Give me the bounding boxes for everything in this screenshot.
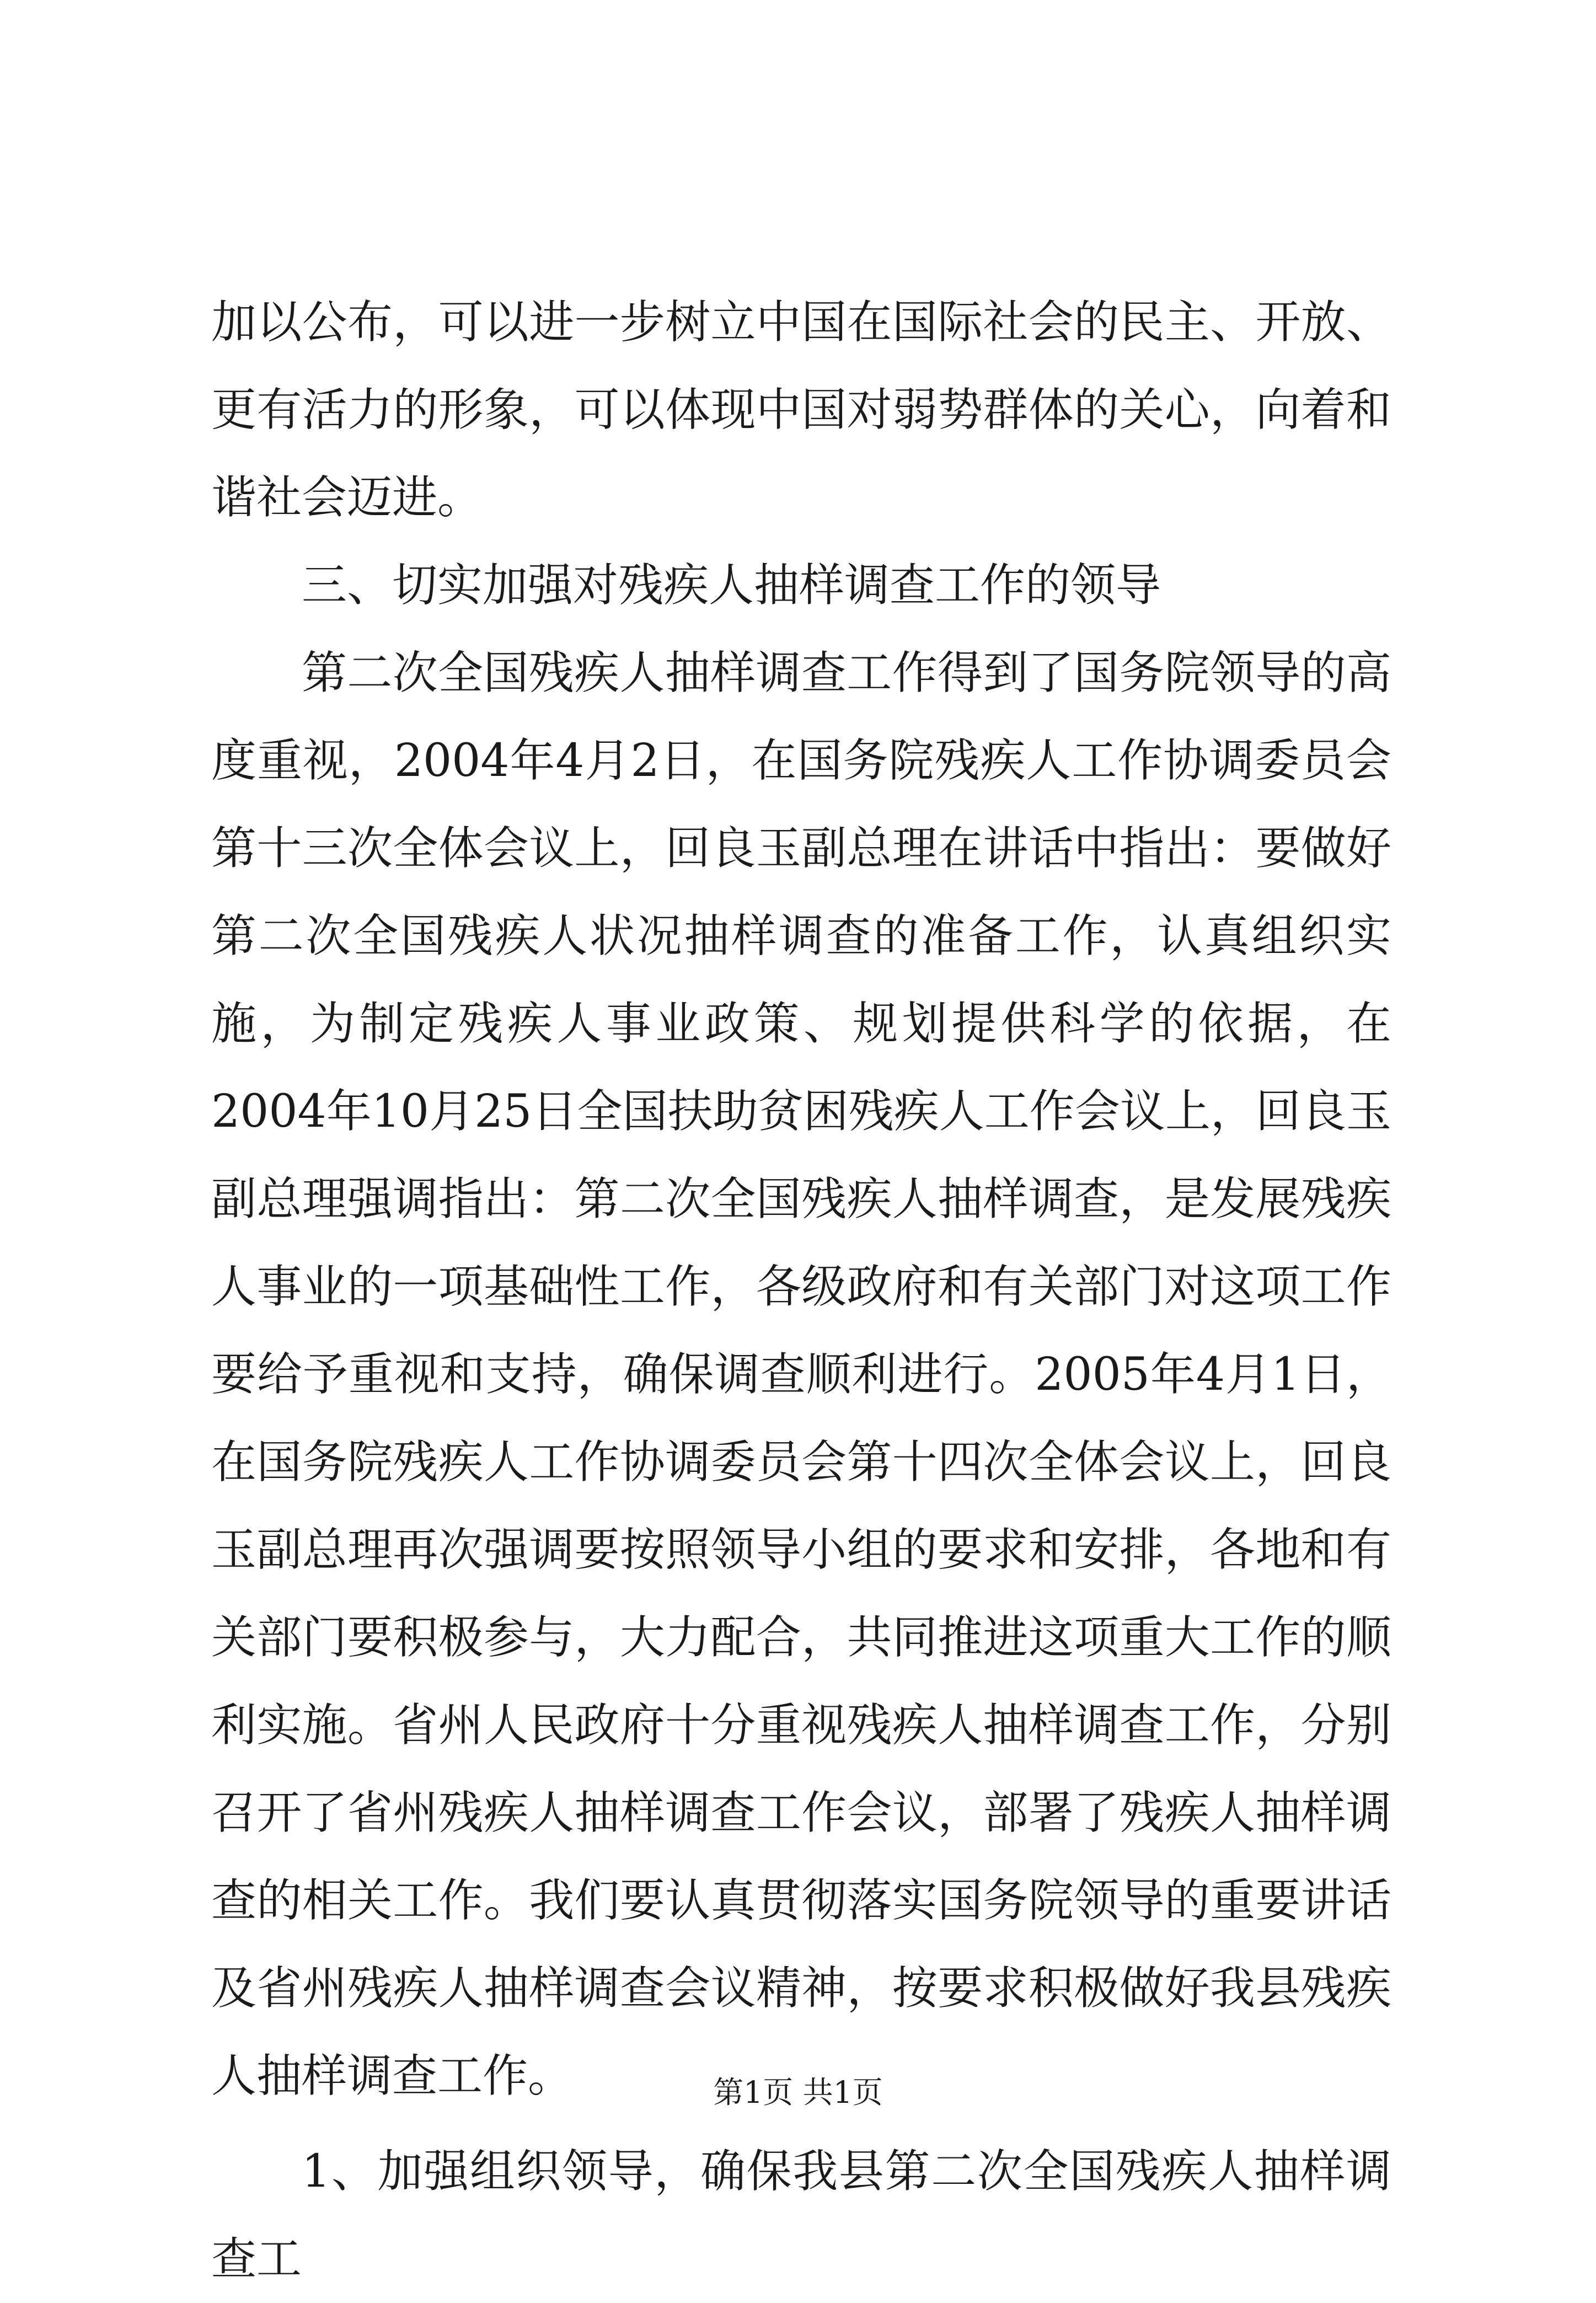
paragraph-3: 第二次全国残疾人抽样调查工作得到了国务院领导的高度重视，2004年4月2日，在国务院残疾人工作协调委员会第十三次全体会议上，回良玉副总理在讲话中指出：要做好第二次全国残疾人状况抽样调查的准备工作，认真组织实施，为制定残疾人事业政策、规划提供科学的依据，在2004年10月25日全国扶助贫困残疾人工作会议上，回良玉副总理强调指出：第二次全国残疾人抽样调查，是发展残疾人事业的一项基础性工作，各级政府和有关部门对这项工作要给予重视和支持，确保调查顺利进行。2005年4月1日，在国务院残疾人工作协调委员会第十四次全体会议上，回良玉副总理再次强调要按照领导小组的要求和安排，各地和有关部门要积极参与，大力配合，共同推进这项重大工作的顺利实施。省州人民政府十分重视残疾人抽样调查工作，分别召开了省州残疾人抽样调查工作会议，部署了残疾人抽样调查的相关工作。我们要认真贯彻落实国务院领导的重要讲话及省州残疾人抽样调查会议精神，按要求积极做好我县残疾人抽样调查工作。 [211, 647, 1391, 2102]
body-text [211, 278, 1391, 2303]
subheading-1: 1、加强组织领导，确保我县第二次全国残疾人抽样调查工 [211, 2145, 1391, 2285]
paragraph-1: 加以公布，可以进一步树立中国在国际社会的民主、开放、更有活力的形象，可以体现中国对弱势群体的关心，向着和谐社会迈进。 [211, 296, 1391, 524]
page-footer: 第1页 共1页 [713, 2075, 883, 2110]
section-heading: 三、切实加强对残疾人抽样调查工作的领导 [302, 559, 1161, 612]
